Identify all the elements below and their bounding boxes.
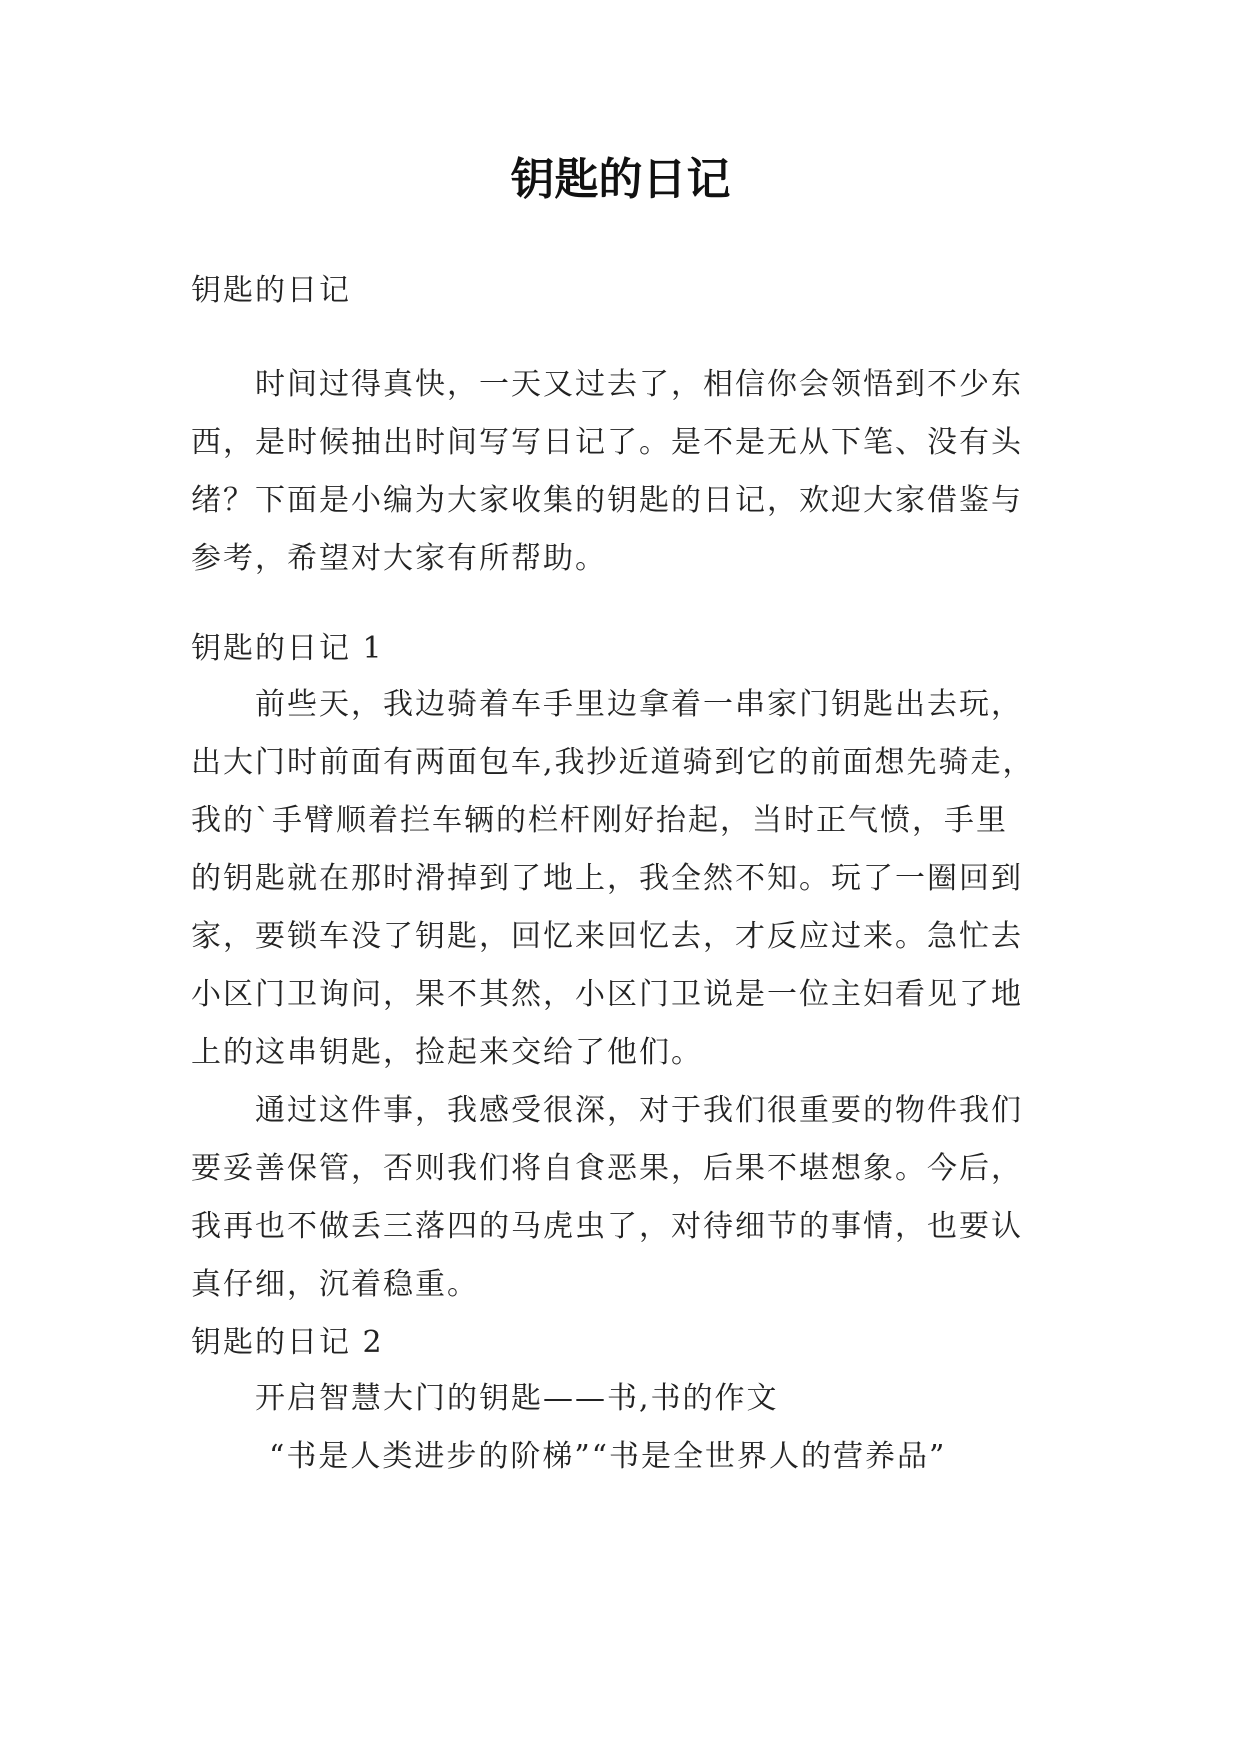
section2-paragraph: [191, 1370, 1053, 1486]
paragraph-line: 出大门时前面有两面包车,我抄近道骑到它的前面想先骑走，: [191, 745, 1035, 780]
paragraph-line: 前些天，我边骑着车手里边拿着一串家门钥匙出去玩，: [255, 687, 1023, 722]
section1-heading: [191, 620, 1053, 678]
section2-heading-text: 钥匙的日记 2: [191, 1325, 384, 1360]
section2-heading: [191, 1314, 1053, 1372]
subtitle-text: 钥匙的日记: [191, 273, 351, 308]
intro-line: 参考，希望对大家有所帮助。: [191, 541, 607, 576]
paragraph-line: “书是人类进步的阶梯”“书是全世界人的营养品”: [269, 1439, 947, 1474]
document-title: 钥匙的日记: [510, 154, 731, 205]
paragraph-line: 我再也不做丢三落四的马虎虫了，对待细节的事情，也要认: [191, 1209, 1023, 1244]
paragraph-line: 上的这串钥匙，捡起来交给了他们。: [191, 1035, 703, 1070]
paragraph-line: 家，要锁车没了钥匙，回忆来回忆去，才反应过来。急忙去: [191, 919, 1023, 954]
section1-paragraph-1: [191, 676, 1053, 1082]
section1-heading-text: 钥匙的日记 1: [191, 631, 384, 666]
paragraph-line: 开启智慧大门的钥匙——书,书的作文: [255, 1381, 779, 1416]
paragraph-line: 要妥善保管，否则我们将自食恶果，后果不堪想象。今后，: [191, 1151, 1023, 1186]
paragraph-line: 通过这件事，我感受很深，对于我们很重要的物件我们: [255, 1093, 1023, 1128]
paragraph-line: 小区门卫询问，果不其然，小区门卫说是一位主妇看见了地: [191, 977, 1023, 1012]
paragraph-line: 真仔细，沉着稳重。: [191, 1267, 479, 1302]
intro-line: 时间过得真快，一天又过去了，相信你会领悟到不少东: [255, 367, 1023, 402]
intro-line: 西，是时候抽出时间写写日记了。是不是无从下笔、没有头: [191, 425, 1023, 460]
paragraph-line: 我的`手臂顺着拦车辆的栏杆刚好抬起，当时正气愤，手里: [191, 803, 1008, 838]
paragraph-line: 的钥匙就在那时滑掉到了地上，我全然不知。玩了一圈回到: [191, 861, 1023, 896]
document-subtitle: [191, 262, 1053, 320]
intro-line: 绪？下面是小编为大家收集的钥匙的日记，欢迎大家借鉴与: [191, 483, 1023, 518]
intro-paragraph: [191, 356, 1053, 588]
section1-paragraph-2: [191, 1082, 1053, 1314]
